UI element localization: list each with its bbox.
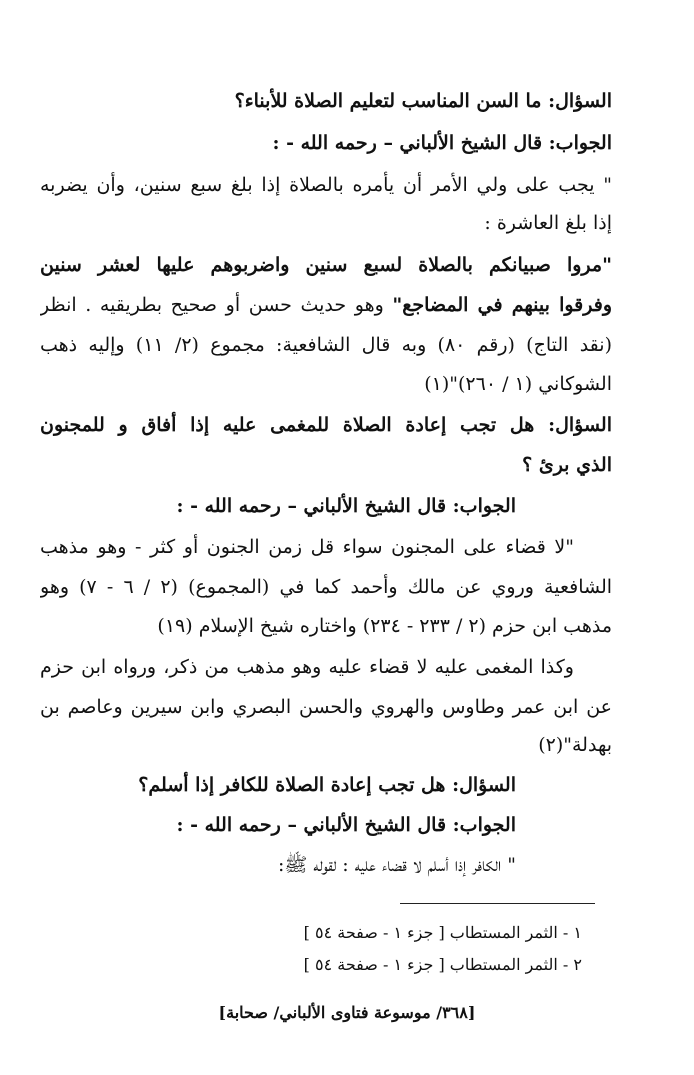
answer-2-line-5: عن ابن عمر وطاوس والهروي والحسن البصري وابن سيرين وعاصم بن bbox=[40, 696, 612, 718]
question-1 bbox=[40, 82, 612, 120]
answer-1-hadith-line-1: "مروا صبيانكم بالصلاة لسبع سنين واضربوهم عليها لعشر سنين bbox=[40, 254, 612, 276]
answer-1-intro bbox=[40, 124, 612, 162]
question-2-line-2: الذي برئ ؟ bbox=[522, 454, 612, 476]
answer-label: الجواب: bbox=[548, 132, 612, 154]
answer-3-line-1: " الكافر إذا أسلم لا قضاء عليه : لقوله ﷺ: bbox=[278, 854, 516, 876]
footnote-1: ١ - الثمر المستطاب [ جزء ١ - صفحة ٥٤ ] bbox=[303, 923, 582, 942]
footnote-divider bbox=[400, 903, 595, 904]
footnote-2: ٢ - الثمر المستطاب [ جزء ١ - صفحة ٥٤ ] bbox=[303, 955, 582, 974]
answer-2-line-6: بهدلة"(٢) bbox=[538, 734, 612, 756]
answer-3-intro bbox=[40, 806, 516, 844]
answer-label: الجواب: bbox=[452, 495, 516, 517]
question-1-text: ما السن المناسب لتعليم الصلاة للأبناء؟ bbox=[234, 90, 542, 112]
answer-1-line-2: إذا بلغ العاشرة : bbox=[484, 212, 612, 234]
question-2-text: هل تجب إعادة الصلاة للمغمى عليه إذا أفاق و للمجنون bbox=[40, 414, 535, 436]
answer-3-intro-text: قال الشيخ الألباني – رحمه الله - : bbox=[176, 814, 447, 836]
question-label: السؤال: bbox=[548, 90, 612, 112]
answer-1-line-1: " يجب على ولي الأمر أن يأمره بالصلاة إذا بلغ سبع سنين، وأن يضربه bbox=[40, 174, 612, 196]
question-label: السؤال: bbox=[452, 774, 516, 796]
answer-2-line-3: مذهب ابن حزم (٢ / ٢٣٣ - ٢٣٤) واختاره شيخ الإسلام (١٩) bbox=[157, 615, 612, 637]
answer-1-line-5: (نقد التاج) (رقم ٨٠) وبه قال الشافعية: مجموع (٢/ ١١) وإليه ذهب bbox=[40, 334, 612, 356]
question-3-text: هل تجب إعادة الصلاة للكافر إذا أسلم؟ bbox=[138, 774, 446, 796]
answer-2-intro bbox=[40, 487, 516, 525]
answer-2-intro-text: قال الشيخ الألباني – رحمه الله - : bbox=[176, 495, 447, 517]
answer-1-intro-text: قال الشيخ الألباني – رحمه الله - : bbox=[272, 132, 543, 154]
answer-2-line-1: "لا قضاء على المجنون سواء قل زمن الجنون أو كثر - وهو مذهب bbox=[40, 536, 574, 558]
hadith-grading: وهو حديث حسن أو صحيح بطريقيه . انظر bbox=[40, 294, 384, 316]
question-2-line-1 bbox=[40, 406, 612, 444]
page-footer: [٣٦٨/ موسوعة فتاوى الألباني/ صحابة] bbox=[218, 1003, 476, 1022]
hadith-end: وفرقوا بينهم في المضاجع" bbox=[392, 294, 612, 316]
answer-1-line-6: الشوكاني (١ / ٢٦٠)"(١) bbox=[424, 373, 612, 395]
question-label: السؤال: bbox=[548, 414, 612, 436]
answer-1-line-4 bbox=[40, 286, 612, 324]
answer-2-line-2: الشافعية وروي عن مالك وأحمد كما في (المجموع) (٢ / ٦ - ٧) وهو bbox=[40, 576, 612, 598]
answer-2-line-4: وكذا المغمى عليه لا قضاء عليه وهو مذهب من ذكر، ورواه ابن حزم bbox=[40, 656, 574, 678]
answer-label: الجواب: bbox=[452, 814, 516, 836]
question-3 bbox=[40, 766, 516, 804]
